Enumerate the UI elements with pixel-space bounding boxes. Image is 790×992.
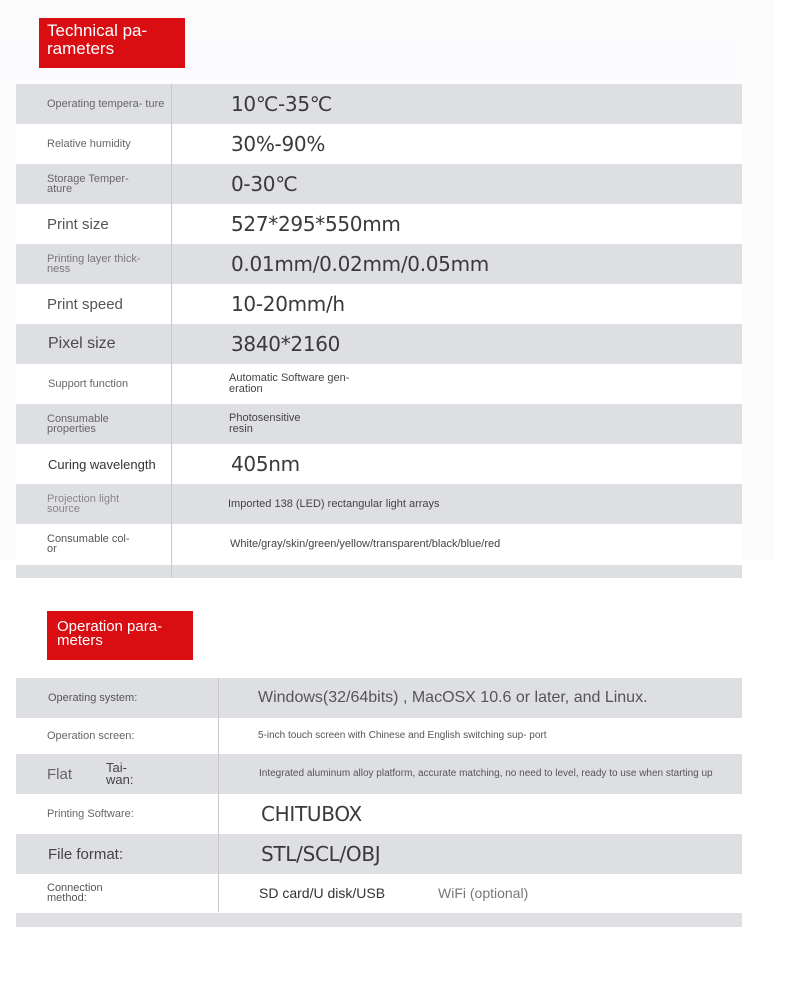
row-value: 0.01mm/0.02mm/0.05mm	[231, 252, 489, 276]
row-value: 527*295*550mm	[231, 212, 401, 236]
row-label: Relative humidity	[47, 138, 131, 150]
row-label: Projection light source	[47, 493, 120, 515]
table-row	[16, 524, 742, 564]
table-row	[16, 284, 742, 324]
row-value: 3840*2160	[231, 332, 341, 356]
technical-parameters-header	[39, 18, 185, 68]
operation-parameters-table	[16, 678, 742, 928]
row-label: Print size	[47, 215, 109, 233]
table-row	[16, 124, 742, 164]
table-row	[16, 204, 742, 244]
row-value: 405nm	[231, 452, 300, 476]
row-label: Pixel size	[48, 335, 116, 352]
column-divider	[171, 84, 172, 578]
row-label: Connection method:	[47, 882, 103, 904]
row-label-secondary: Tai- wan:	[106, 760, 134, 787]
table-footer-stripe	[16, 565, 742, 578]
row-label: Operation screen:	[47, 730, 135, 742]
operation-parameters-header	[47, 611, 193, 660]
table-row	[16, 484, 742, 524]
row-value: Imported 138 (LED) rectangular light arrays	[228, 497, 440, 510]
row-label: Printing Software:	[47, 808, 134, 820]
row-label: Operating tempera- ture	[47, 98, 165, 110]
table-row	[16, 164, 742, 204]
row-label: Operating system:	[48, 692, 138, 704]
operation-parameters-title: Operation para- meters	[57, 618, 163, 649]
table-row	[16, 718, 742, 754]
row-label: Flat	[47, 765, 73, 783]
table-row	[16, 244, 742, 284]
table-row	[16, 834, 742, 874]
table-footer-stripe	[16, 913, 742, 927]
row-label: Consumable col- or	[47, 533, 130, 555]
column-divider	[218, 678, 219, 912]
row-label: Support function	[48, 378, 129, 390]
row-value: SD card/U disk/USB	[259, 885, 386, 901]
table-row	[16, 794, 742, 834]
row-label: File format:	[48, 845, 124, 863]
row-value: Photosensitive resin	[229, 412, 301, 435]
row-label: Curing wavelength	[48, 456, 156, 472]
table-row	[16, 364, 742, 404]
row-value: 5-inch touch screen with Chinese and English switching sup- port	[258, 730, 547, 741]
table-row	[16, 324, 742, 364]
row-value: STL/SCL/OBJ	[261, 842, 381, 866]
row-label: Storage Temper- ature	[47, 173, 129, 195]
row-value: Windows(32/64bits) , MacOSX 10.6 or later, and Linux.	[258, 689, 648, 706]
row-value: White/gray/skin/green/yellow/transparent/black/blue/red	[230, 537, 501, 550]
row-value: 10-20mm/h	[231, 292, 345, 316]
table-row	[16, 874, 742, 912]
table-row	[16, 444, 742, 484]
table-row	[16, 84, 742, 124]
row-value: 10℃-35℃	[231, 92, 332, 116]
row-value-secondary: WiFi (optional)	[438, 885, 529, 901]
row-label: Printing layer thick- ness	[47, 253, 141, 275]
technical-parameters-table	[16, 84, 742, 578]
table-row	[16, 404, 742, 444]
row-value: 30%-90%	[231, 132, 326, 156]
row-value: Integrated aluminum alloy platform, accurate matching, no need to level, ready to use when starting up	[259, 768, 713, 779]
row-label: Print speed	[47, 295, 123, 313]
table-row	[16, 678, 742, 718]
row-value: 0-30℃	[231, 172, 298, 196]
row-value: Automatic Software gen- eration	[229, 372, 350, 395]
row-label: Consumable properties	[47, 413, 109, 435]
row-value: CHITUBOX	[261, 802, 362, 826]
table-row	[16, 754, 742, 794]
technical-parameters-title: Technical pa- rameters	[47, 21, 148, 58]
